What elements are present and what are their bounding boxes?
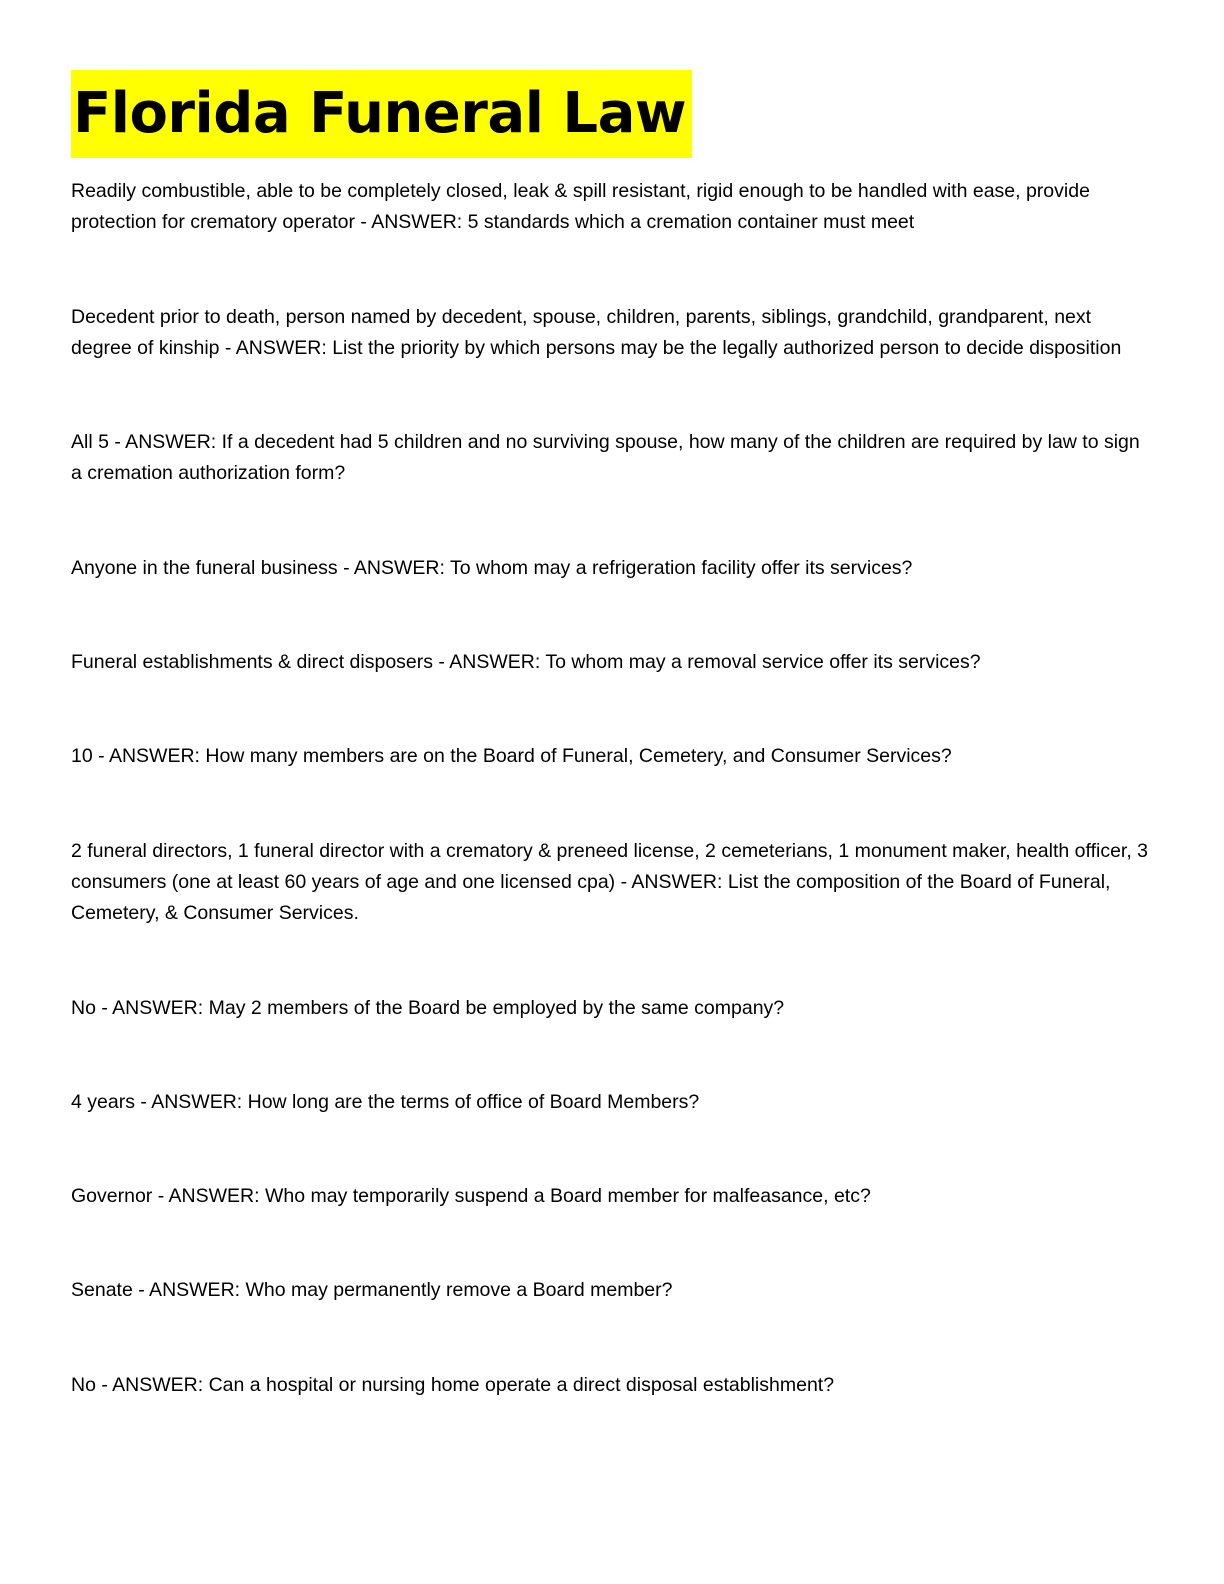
- qa-entry: 4 years - ANSWER: How long are the terms of office of Board Members?: [71, 1090, 700, 1113]
- qa-entry: No - ANSWER: Can a hospital or nursing home operate a direct disposal establishment?: [71, 1373, 835, 1396]
- qa-entry: Governor - ANSWER: Who may temporarily suspend a Board member for malfeasance, etc?: [71, 1185, 871, 1208]
- qa-entry: Decedent prior to death, person named by decedent, spouse, children, parents, siblings, grandchild, grandparent, next degree of kinship - ANSWER: List the priority by which persons may be the legally authorized person to decide disposition: [71, 305, 1122, 359]
- qa-entry: 10 - ANSWER: How many members are on the Board of Funeral, Cemetery, and Consumer Services?: [71, 745, 952, 768]
- qa-entry: All 5 - ANSWER: If a decedent had 5 children and no surviving spouse, how many of the children are required by law to sign a cremation authorization form?: [71, 431, 1140, 485]
- qa-entry: Readily combustible, able to be completely closed, leak & spill resistant, rigid enough to be handled with ease, provide protection for crematory operator - ANSWER: 5 standards which a cremation container must meet: [71, 180, 1090, 234]
- qa-entry: Senate - ANSWER: Who may permanently remove a Board member?: [71, 1279, 673, 1302]
- page-title: Florida Funeral Law: [71, 70, 692, 158]
- qa-entry: Funeral establishments & direct disposers - ANSWER: To whom may a removal service offer its services?: [71, 651, 981, 674]
- qa-list: [71, 176, 1151, 1401]
- qa-entry: Anyone in the funeral business - ANSWER: To whom may a refrigeration facility offer its services?: [71, 556, 913, 579]
- qa-entry: No - ANSWER: May 2 members of the Board be employed by the same company?: [71, 996, 785, 1019]
- qa-entry: 2 funeral directors, 1 funeral director with a crematory & preneed license, 2 cemeterians, 1 monument maker, health officer, 3 consumers (one at least 60 years of age and one licensed cpa) - ANSWER: List the composition of the Board of Funeral, Cemetery, & Consumer Services.: [71, 839, 1149, 925]
- document-page: [71, 70, 1151, 1401]
